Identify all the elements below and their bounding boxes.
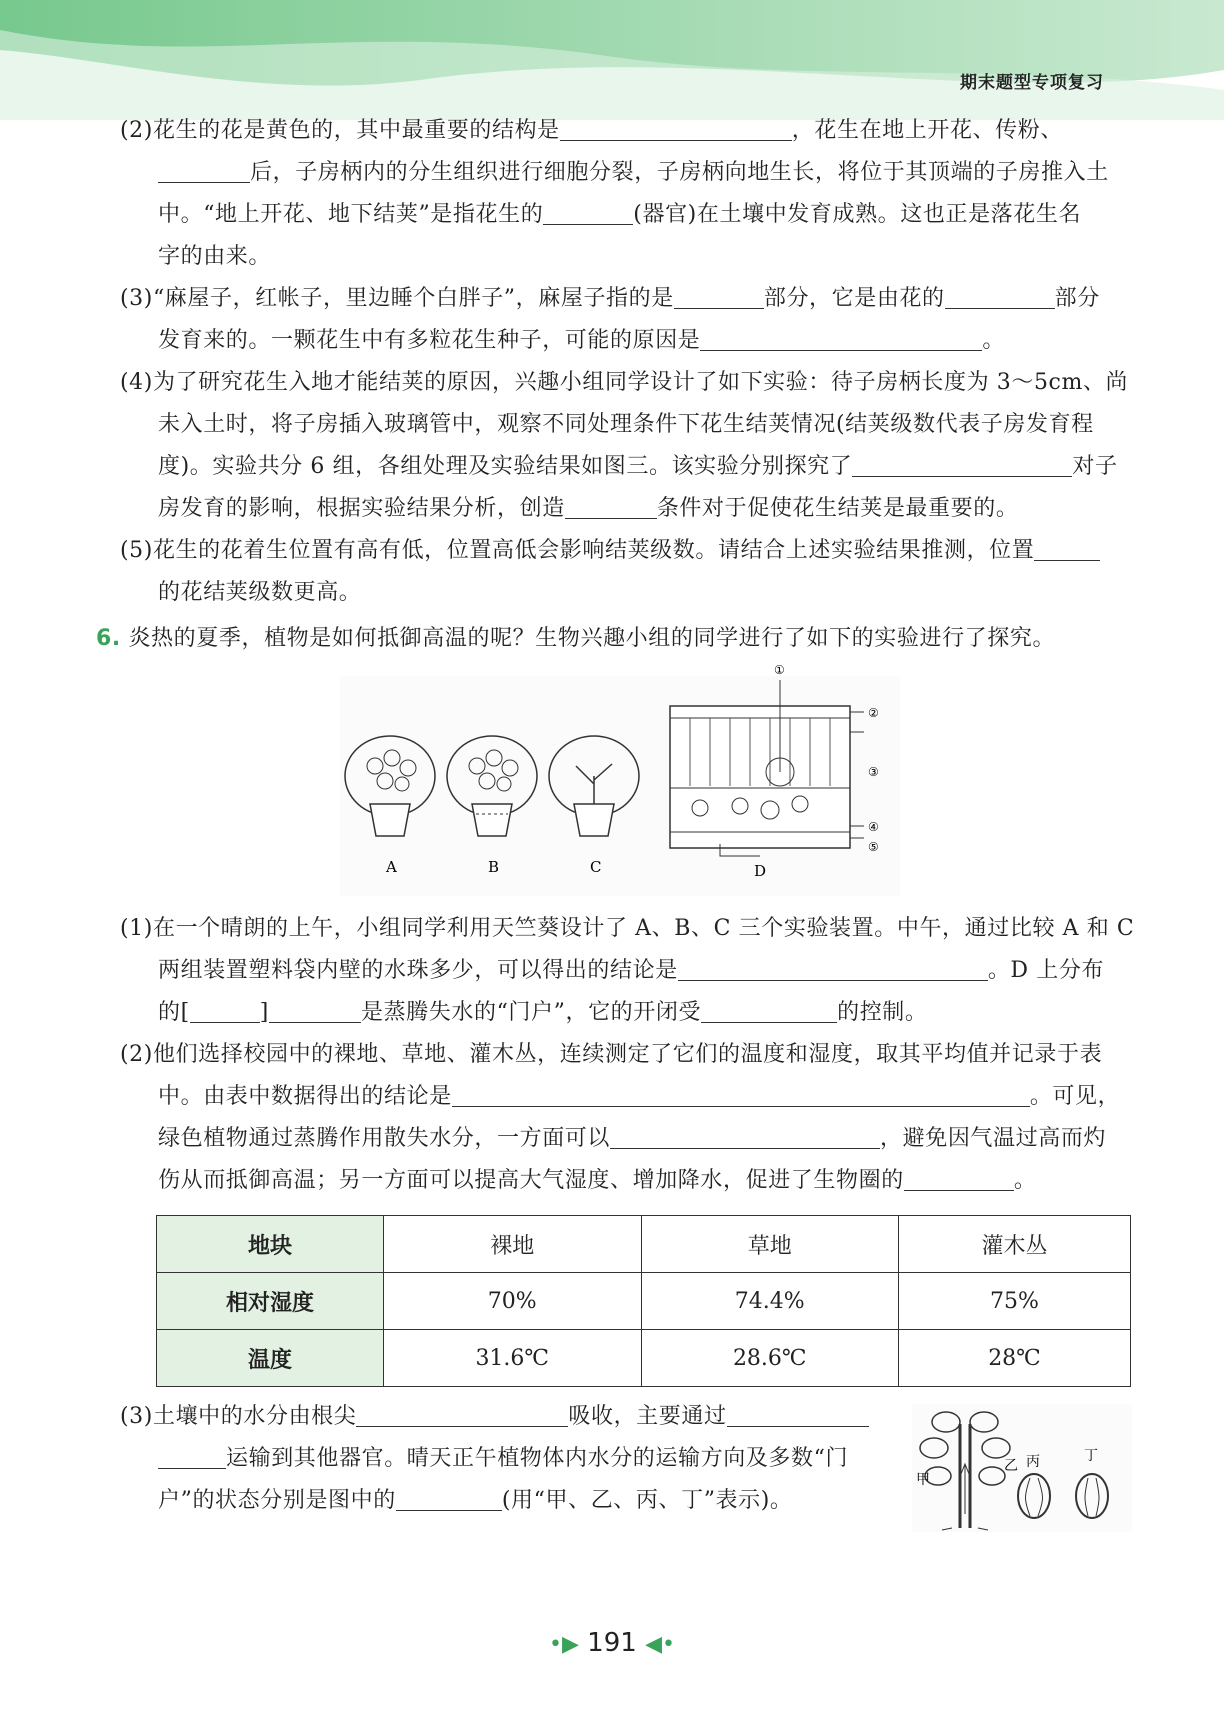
q6-part3-line2: 运输到其他器官。晴天正午植物体内水分的运输方向及多数“门 [158,1444,848,1474]
q6-part3-line1: (3)土壤中的水分由根尖 吸收，主要通过 [120,1402,869,1432]
answer-blank[interactable] [396,1486,502,1511]
q5-part5-line2: 的花结荚级数更高。 [158,580,362,605]
table-row-label: 相对湿度 [157,1273,384,1330]
answer-blank[interactable] [701,998,837,1023]
page-number-footer [0,1628,1224,1658]
section-title: 期末题型专项复习 [960,73,1104,93]
fig-label-d: D [754,862,767,880]
table-header-row [157,1216,1131,1273]
q5-part2-line1: (2)花生的花是黄色的，其中最重要的结构是 ，花生在地上开花、传粉、 [120,118,1063,143]
q5-part2-line4: 字的由来。 [158,244,272,269]
answer-blank[interactable] [904,1166,1014,1191]
fig-label-bing: 丙 [1026,1454,1040,1470]
answer-blank[interactable] [190,998,260,1023]
table-row [157,1273,1131,1330]
q6-part2-line3: 绿色植物通过蒸腾作用散失水分，一方面可以 ，避免因气温过高而灼 [158,1126,1107,1151]
fig-label-2: ② [868,706,879,720]
water-transport-figure [912,1404,1132,1532]
fig-label-b: B [488,858,500,876]
table-row [157,1330,1131,1387]
fig-label-3: ③ [868,765,879,779]
q5-part4-line3: 度)。实验共分 6 组，各组处理及实验结果如图三。该实验分别探究了 对子 [158,454,1118,479]
answer-blank[interactable] [674,284,764,309]
table-cell: 70% [384,1273,642,1330]
q5-part3-line2: 发育来的。一颗花生中有多粒花生种子，可能的原因是 。 [158,328,1006,353]
fig-label-c: C [590,858,602,876]
fig-label-yi: 乙 [1004,1458,1018,1474]
q5-part3-line1: (3)“麻屋子，红帐子，里边睡个白胖子”，麻屋子指的是 部分，它是由花的 部分 [120,286,1100,311]
answer-blank[interactable] [269,998,361,1023]
fig-label-5: ⑤ [868,840,879,854]
answer-blank[interactable] [1034,536,1100,561]
table-row-label: 温度 [157,1330,384,1387]
answer-blank[interactable] [945,284,1055,309]
table-cell: 75% [899,1273,1131,1330]
answer-blank[interactable] [560,116,792,141]
q6-part2-line4: 伤从而抵御高温；另一方面可以提高大气湿度、增加降水，促进了生物圈的 。 [158,1168,1037,1193]
question-number: 6. [96,626,121,651]
answer-blank[interactable] [452,1082,1030,1107]
table-header-cell: 灌木丛 [899,1216,1131,1273]
fig-label-4: ④ [868,820,879,834]
q6-part1-line3: 的[ ] 是蒸腾失水的“门户”，它的开闭受 的控制。 [158,1000,928,1025]
experiment-figure [340,663,900,896]
answer-blank[interactable] [700,326,982,351]
fig-label-1: ① [774,663,785,677]
fig-label-a: A [386,858,397,876]
q5-part4-line1: (4)为了研究花生入地才能结荚的原因，兴趣小组同学设计了如下实验：待子房柄长度为 3～5cm、尚 [120,370,1129,395]
q6-part2-line2: 中。由表中数据得出的结论是 。可见， [158,1084,1121,1109]
q5-part2-line3: 中。“地上开花、地下结荚”是指花生的 (器官)在土壤中发育成熟。这也正是落花生名 [158,202,1082,227]
fig-label-ding: 丁 [1084,1448,1098,1464]
page-header [0,0,1224,120]
answer-blank[interactable] [678,956,988,981]
q5-part4-line4: 房发育的影响，根据实验结果分析，创造 条件对于促使花生结荚是最重要的。 [158,496,1019,521]
temperature-humidity-table [156,1215,1131,1387]
answer-blank[interactable] [543,200,633,225]
q5-part5-line1: (5)花生的花着生位置有高有低，位置高低会影响结荚级数。请结合上述实验结果推测，位置 [120,536,1100,566]
answer-blank[interactable] [158,158,250,183]
q6-part1-line1: (1)在一个晴朗的上午，小组同学利用天竺葵设计了 A、B、C 三个实验装置。中午，通过比较 A 和 C [120,916,1135,941]
table-cell: 28.6℃ [641,1330,899,1387]
q6-stem: 6. 炎热的夏季，植物是如何抵御高温的呢？生物兴趣小组的同学进行了如下的实验进行了探究。 [96,626,1056,651]
answer-blank[interactable] [852,452,1072,477]
q6-part1-line2: 两组装置塑料袋内壁的水珠多少，可以得出的结论是 。D 上分布 [158,958,1105,983]
table-header-cell: 裸地 [384,1216,642,1273]
arrow-left-icon: ◀• [645,1632,675,1657]
answer-blank[interactable] [610,1124,880,1149]
q5-part4-line2: 未入土时，将子房插入玻璃管中，观察不同处理条件下花生结荚情况(结荚级数代表子房发育程 [158,412,1094,437]
q6-part3-line3: 户”的状态分别是图中的 (用“甲、乙、丙、丁”表示)。 [158,1488,793,1513]
answer-blank[interactable] [356,1402,568,1427]
q5-part2-line2: 后，子房柄内的分生组织进行细胞分裂，子房柄向地生长，将位于其顶端的子房推入土 [158,158,1109,188]
table-cell: 28℃ [899,1330,1131,1387]
table-cell: 74.4% [641,1273,899,1330]
answer-blank[interactable] [565,494,657,519]
answer-blank[interactable] [158,1444,226,1469]
table-cell: 31.6℃ [384,1330,642,1387]
arrow-right-icon: •▶ [549,1632,579,1657]
answer-blank[interactable] [727,1402,869,1427]
fig-label-jia: 甲 [916,1472,930,1488]
page-number: 191 [587,1628,637,1658]
header-wave-decoration [0,0,1224,120]
table-header-cell: 草地 [641,1216,899,1273]
q6-part2-line1: (2)他们选择校园中的裸地、草地、灌木丛，连续测定了它们的温度和湿度，取其平均值并记录于表 [120,1042,1103,1067]
table-header-cell: 地块 [157,1216,384,1273]
